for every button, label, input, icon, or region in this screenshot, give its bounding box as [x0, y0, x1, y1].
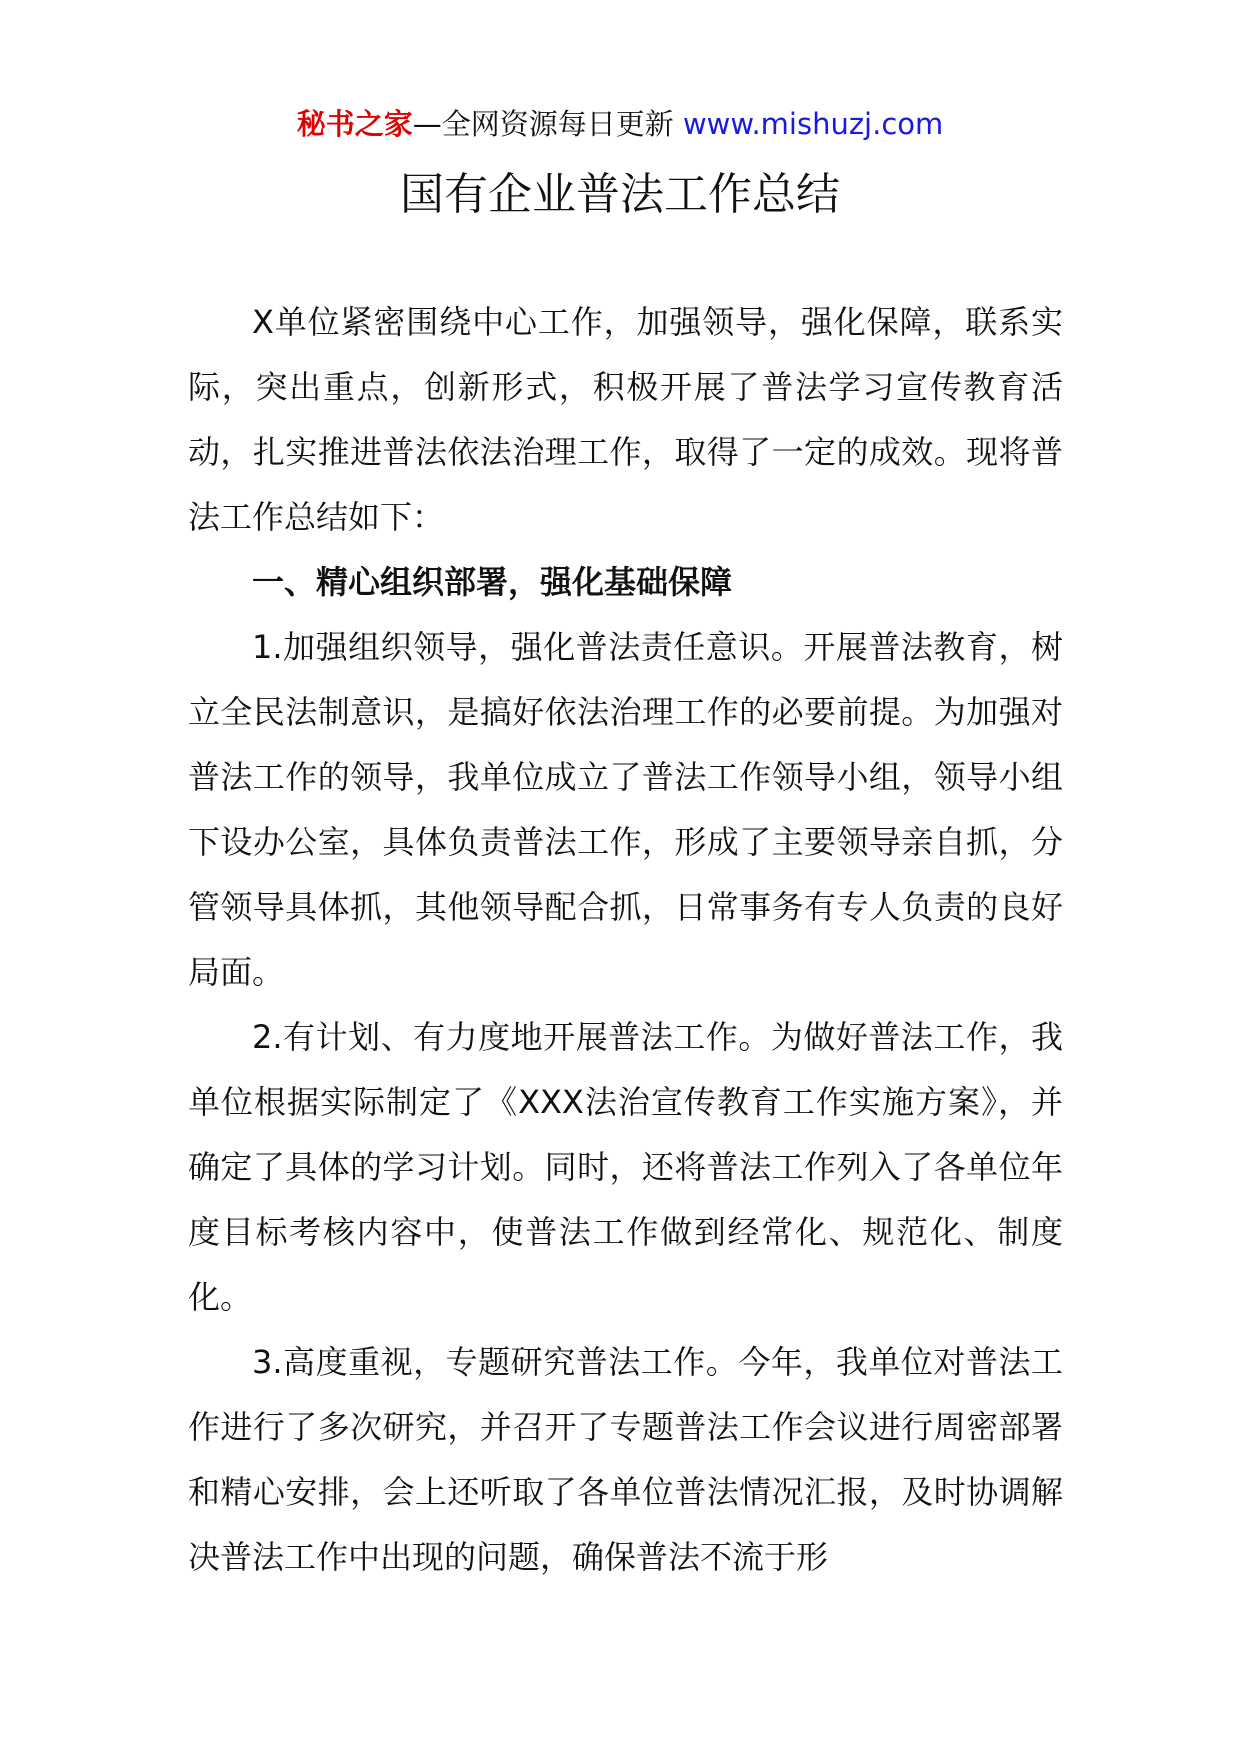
site-banner [0, 104, 1240, 144]
site-url-link[interactable]: www.mishuzj.com [682, 107, 944, 141]
section-heading-1: 一、精心组织部署，强化基础保障 [252, 563, 733, 601]
site-name: 秘书之家 [296, 107, 413, 141]
intro-paragraph: X单位紧密围绕中心工作，加强领导，强化保障，联系实际，突出重点，创新形式，积极开展了普法学习宣传教育活动，扎实推进普法依法治理工作，取得了一定的成效。现将普法工作总结如下： [188, 303, 1063, 536]
paragraph-item-3: 3.高度重视，专题研究普法工作。今年，我单位对普法工作进行了多次研究，并召开了专题普法工作会议进行周密部署和精心安排，会上还听取了各单位普法情况汇报，及时协调解决普法工作中出现的问题，确保普法不流于形 [188, 1343, 1063, 1576]
site-tagline: —全网资源每日更新 [412, 107, 674, 141]
document-title: 国有企业普法工作总结 [400, 169, 840, 220]
paragraph-item-2: 2.有计划、有力度地开展普法工作。为做好普法工作，我单位根据实际制定了《XXX法治宣传教育工作实施方案》，并确定了具体的学习计划。同时，还将普法工作列入了各单位年度目标考核内容中，使普法工作做到经常化、规范化、制度化。 [188, 1018, 1063, 1316]
document-body [188, 290, 1063, 1590]
paragraph-item-1: 1.加强组织领导，强化普法责任意识。开展普法教育，树立全民法制意识，是搞好依法治理工作的必要前提。为加强对普法工作的领导，我单位成立了普法工作领导小组，领导小组下设办公室，具体负责普法工作，形成了主要领导亲自抓，分管领导具体抓，其他领导配合抓，日常事务有专人负责的良好局面。 [188, 628, 1063, 991]
